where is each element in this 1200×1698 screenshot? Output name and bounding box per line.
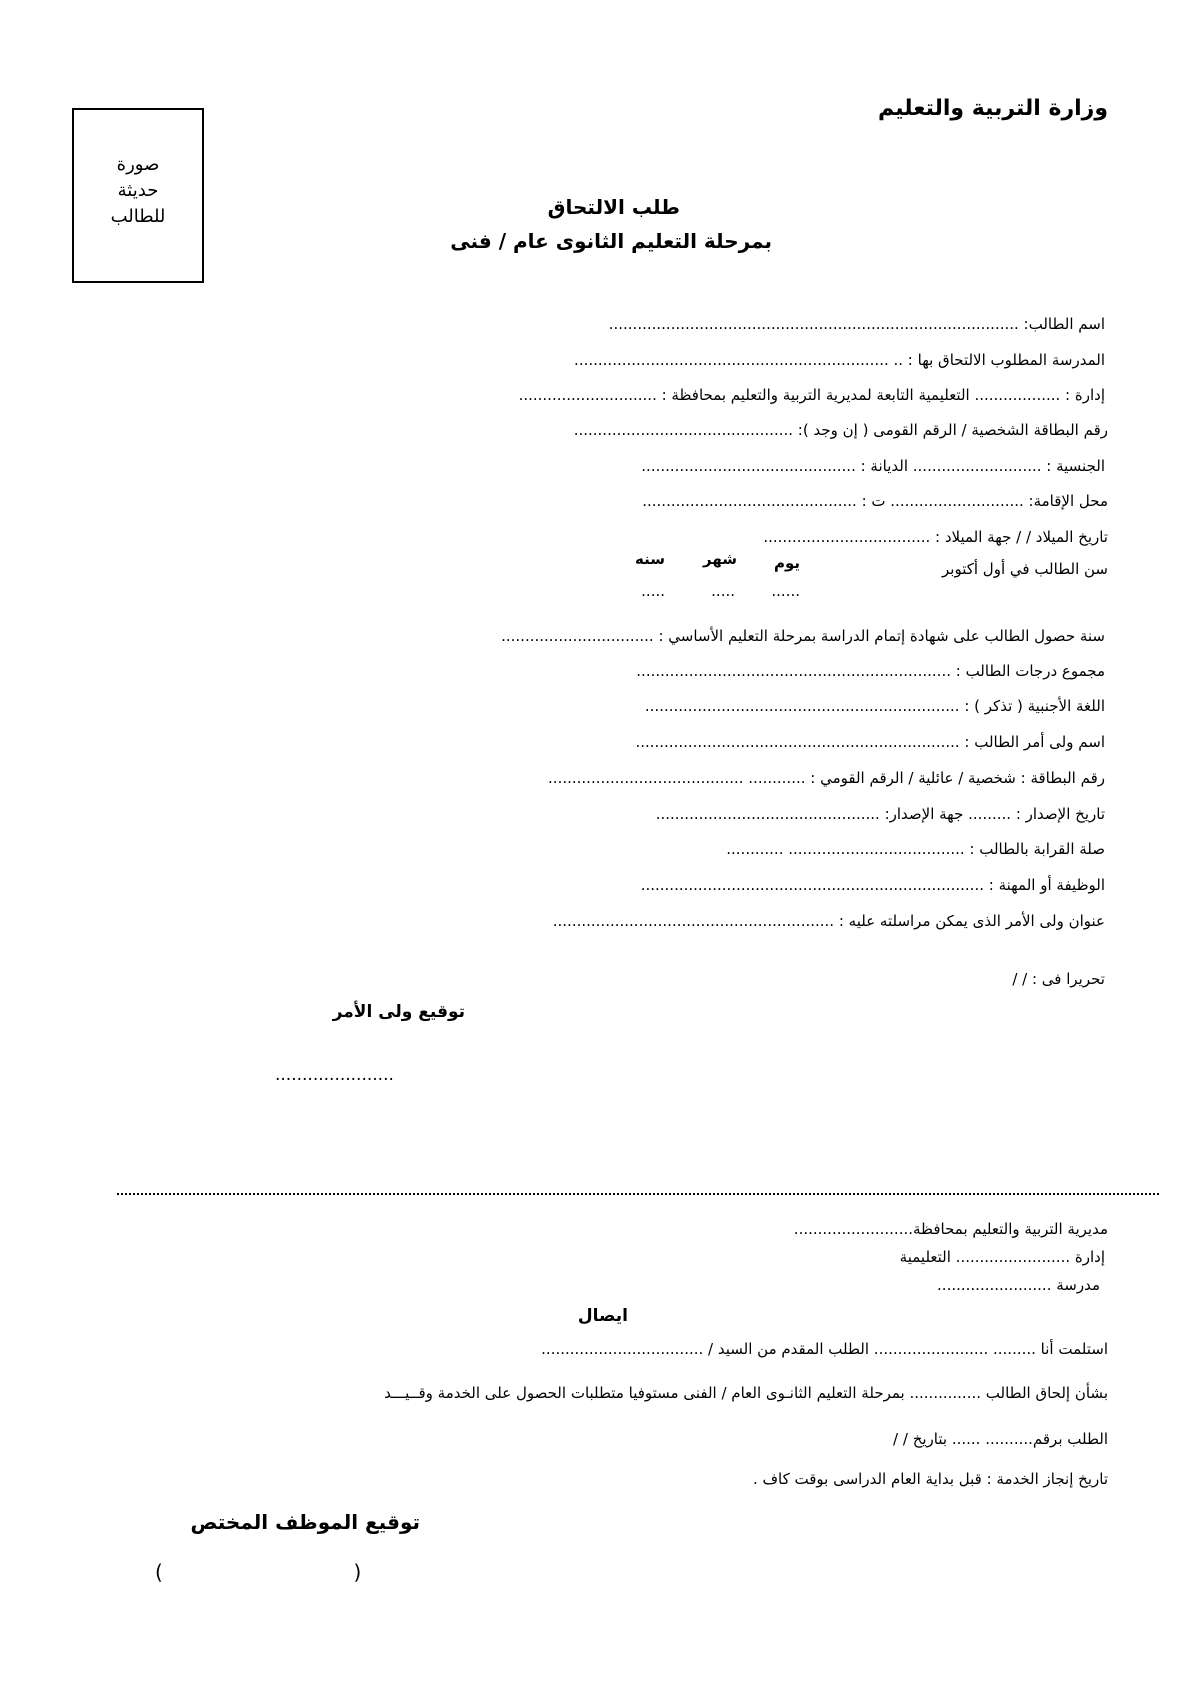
guardian-signature-dots: ......................: [275, 1065, 394, 1085]
age-dots-day: ......: [771, 582, 800, 600]
relation-field: صلة القرابة بالطالب : ..................................... ............: [726, 840, 1105, 858]
written-on-date: تحريرا فى : / /: [1012, 970, 1105, 988]
photo-box-line-1: صورة: [116, 154, 160, 175]
issue-date-field: تاريخ الإصدار : ......... جهة الإصدار: ...............................................: [655, 805, 1105, 823]
receipt-request-number-line: الطلب برقم.......... ...... بتاريخ / /: [893, 1430, 1108, 1448]
guardian-name-field: اسم ولى أمر الطالب : ....................................................................: [635, 733, 1105, 751]
residence-field: محل الإقامة: ............................ ت : .............................................: [642, 492, 1108, 510]
birth-date-field: تاريخ الميلاد / / جهة الميلاد : ...................................: [763, 528, 1108, 546]
student-photo-box: [72, 108, 204, 283]
school-field: المدرسة المطلوب الالتحاق بها : .. ..................................................................: [574, 351, 1105, 369]
receipt-administration: إدارة ........................ التعليمية: [899, 1248, 1105, 1266]
age-label: سن الطالب في أول أكتوبر: [942, 560, 1108, 578]
foreign-language-field: اللغة الأجنبية ( تذكر ) : ..................................................................: [644, 697, 1105, 715]
photo-box-line-3: للطالب: [110, 206, 166, 227]
receipt-received-line: استلمت أنا ......... ........................ الطلب المقدم من السيد / ..................................: [541, 1340, 1108, 1358]
age-dots-month: .....: [711, 582, 735, 600]
student-name-field: اسم الطالب: ......................................................................................: [608, 315, 1105, 333]
nationality-religion-field: الجنسية : ........................... الديانة : .............................................: [641, 457, 1105, 475]
basic-certificate-year-field: سنة حصول الطالب على شهادة إتمام الدراسة بمرحلة التعليم الأساسي : ................................: [501, 627, 1105, 645]
receipt-completion-date-line: تاريخ إنجاز الخدمة : قبل بداية العام الدراسى بوقت كاف .: [752, 1470, 1108, 1488]
national-id-field: رقم البطاقة الشخصية / الرقم القومى ( إن وجد ): ..............................................: [573, 421, 1108, 439]
employee-signature-label: توقيع الموظف المختص: [190, 1510, 420, 1534]
total-grades-field: مجموع درجات الطالب : ..................................................................: [636, 662, 1105, 680]
receipt-title: ايصال: [577, 1306, 628, 1326]
photo-box-line-2: حديثة: [117, 180, 159, 201]
occupation-field: الوظيفة أو المهنة : ........................................................................: [640, 876, 1105, 894]
age-unit-day: يوم: [773, 554, 800, 572]
address-field: عنوان ولى الأمر الذى يمكن مراسلته عليه : ...........................................................: [552, 912, 1105, 930]
receipt-regarding-line: بشأن إلحاق الطالب ............... بمرحلة التعليم الثانـوى العام / الفنى مستوفيا متطلبات الحصول على الخدمة وقــيـــد: [384, 1384, 1108, 1402]
guardian-id-field: رقم البطاقة : شخصية / عائلية / الرقم القومي : ............ .........................................: [548, 769, 1105, 787]
receipt-directorate: مديرية التربية والتعليم بمحافظة.........................: [793, 1220, 1108, 1238]
administration-field: إدارة : .................. التعليمية التابعة لمديرية التربية والتعليم بمحافظة : .............................: [518, 386, 1105, 404]
form-title-line1: طلب الالتحاق: [547, 195, 680, 219]
age-unit-year: سنه: [635, 550, 665, 568]
employee-signature-brackets: ( ): [155, 1560, 362, 1584]
cut-line-separator: [117, 1193, 1159, 1195]
age-dots-year: .....: [641, 582, 665, 600]
ministry-title: وزارة التربية والتعليم: [878, 96, 1108, 121]
form-title-line2: بمرحلة التعليم الثانوى عام / فنى: [450, 229, 772, 253]
guardian-signature-label: توقيع ولى الأمر: [332, 1002, 465, 1022]
age-unit-month: شهر: [703, 550, 737, 568]
receipt-school: مدرسة ........................: [937, 1276, 1100, 1294]
